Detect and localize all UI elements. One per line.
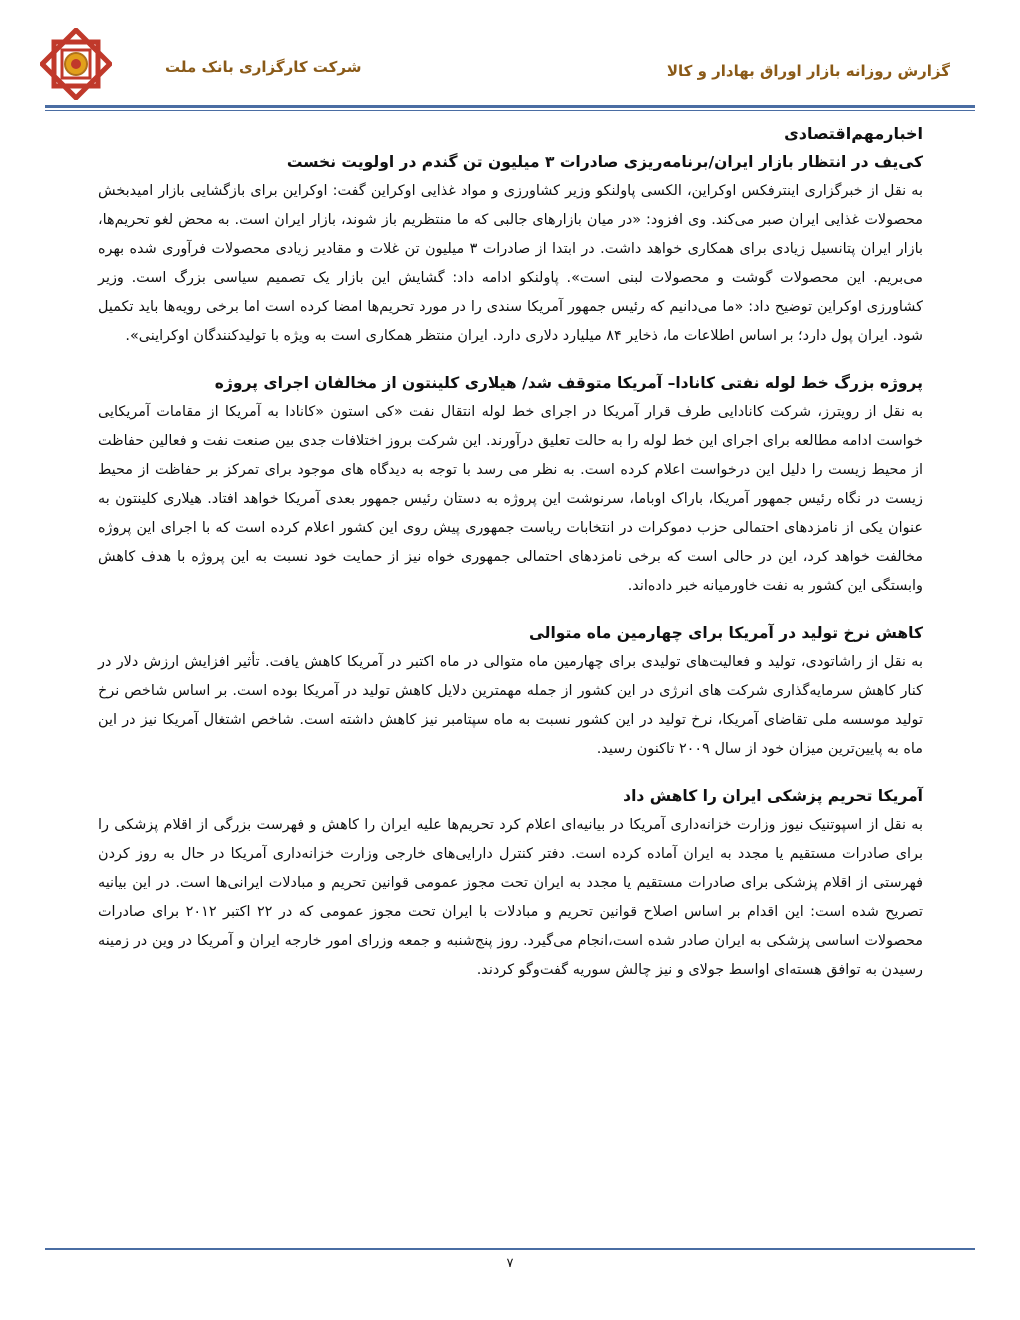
news-title: آمریکا تحریم پزشکی ایران را کاهش داد [623,787,923,805]
news-body: به نقل از راشاتودی، تولید و فعالیت‌های تولیدی برای چهارمین ماه متوالی در ماه اکتبر در آمریکا کاهش یافت. تأثیر افزایش ارزش دلار در کنار کاهش سرمایه‌گذاری شرکت های انرژی در این کشور از جمله مهمترین دلایل کاهش تولید در آمریکا بوده است. بر اساس شاخص نرخ تولید موسسه ملی تقاضای آمریکا، نرخ تولید در این کشور نسبت به ماه سپتامبر نیز کاهش داشته است. شاخص اشتغال آمریکا نیز در این ماه به پایین‌ترین میزان خود از سال ۲۰۰۹ تاکنون رسید. [98,654,923,757]
header-divider [45,105,975,111]
page-header [40,20,980,112]
news-body: به نقل از اسپوتنیک نیوز وزارت خزانه‌داری آمریکا در بیانیه‌ای اعلام کرد تحریم‌ها علیه ایران را کاهش و فهرست بزرگی از اقلام پزشکی را برای صادرات مستقیم یا مجدد به ایران آماده کرده است. دفتر کنترل دارایی‌های خارجی وزارت خزانه‌داری آمریکا در حال به روز کردن فهرستی از اقلام پزشکی برای صادرات مستقیم یا مجدد به ایران تحت مجوز عمومی قوانین تحریم و مبادلات ایرانی‌ها است. در این بیانیه تصریح شده است: این اقدام بر اساس اصلاح قوانین تحریم و مبادلات با ایران تحت مجوز عمومی که در ۲۲ اکتبر ۲۰۱۲ برای صادرات محصولات اساسی پزشکی به ایران صادر شده است،انجام می‌گیرد. روز پنج‌شنبه و جمعه وزرای امور خارجه ایران و آمریکا در وین در زمینه رسیدن به توافق هسته‌ای اواسط جولای و نیز چالش سوریه گفت‌وگو کردند. [98,817,923,978]
company-name: شرکت کارگزاری بانک ملت [165,58,362,76]
bank-mellat-logo [40,28,112,100]
footer-divider [45,1248,975,1250]
report-title: گزارش روزانه بازار اوراق بهادار و کالا [666,62,950,80]
news-body: به نقل از رویترز، شرکت کانادایی طرف قرار آمریکا در اجرای خط لوله انتقال نفت «کی استون «کانادا به آمریکا از مقامات آمریکایی خواست ادامه مطالعه برای اجرای این خط لوله را به حالت تعلیق درآورند. این شرکت بروز اختلافات جدی بین صنعت نفت و فعالین حفاظت از محیط زیست را دلیل این درخواست اعلام کرده است. به نظر می رسد با توجه به دیدگاه های موجود برای تمرکز بر حفاظت از محیط زیست در نگاه رئیس جمهور آمریکا، باراک اوباما، سرنوشت این پروژه به دستان رئیس جمهور بعدی آمریکا خواهد افتاد. هیلاری کلینتون به عنوان یکی از نامزدهای احتمالی حزب دموکرات در انتخابات ریاست جمهوری پیش روی این کشور اعلام کرده است که با اجرای این پروژه مخالفت خواهد کرد، این در حالی است که برخی نامزدهای احتمالی جمهوری خواه نیز از حمایت خود نسبت به این پروژه با هدف کاهش وابستگی این کشور به نفت خاورمیانه خبر داده‌اند. [98,404,923,594]
news-title: پروژه بزرگ خط لوله نفتی کانادا– آمریکا متوقف شد/ هیلاری کلینتون از مخالفان اجرای پروژه [214,374,923,392]
section-heading: اخبارمهم‌اقتصادی [784,124,923,143]
main-content [98,120,923,1008]
page-number: ۷ [506,1256,514,1271]
news-body: به نقل از خبرگزاری اینترفکس اوکراین، الکسی پاولنکو وزیر کشاورزی و مواد غذایی اوکراین گفت: اوکراین برای بازگشایی بازار امیدبخش محصولات غذایی ایران صبر می‌کند. وی افزود: «در میان بازارهای جالبی که ما منتظریم باز شوند، بازار ایران است. به محض لغو تحریم‌ها، بازار ایران پتانسیل زیادی برای همکاری خواهد داشت. در ابتدا از صادرات ۳ میلیون تن غلات و مقادیر زیادی محصولات فرآوری شده بهره می‌بریم. این محصولات گوشت و محصولات لبنی است». پاولنکو ادامه داد: گشایش این بازار یک تصمیم سیاسی بزرگ است. وزیر کشاورزی اوکراین توضیح داد: «ما می‌دانیم که رئیس جمهور آمریکا سندی را در مورد تحریم‌ها امضا کرده است اما برخی رویه‌ها باید تکمیل شود. ایران پول دارد؛ بر اساس اطلاعات ما، ذخایر ۸۴ میلیارد دلاری دارد. ایران منتظر همکاری است به ویژه با تولیدکنندگان اوکراینی». [98,183,924,344]
news-title: کاهش نرخ تولید در آمریکا برای چهارمین ماه متوالی [528,624,923,642]
news-title: کی‌یف در انتظار بازار ایران/برنامه‌ریزی صادرات ۳ میلیون تن گندم در اولویت نخست [286,153,923,171]
